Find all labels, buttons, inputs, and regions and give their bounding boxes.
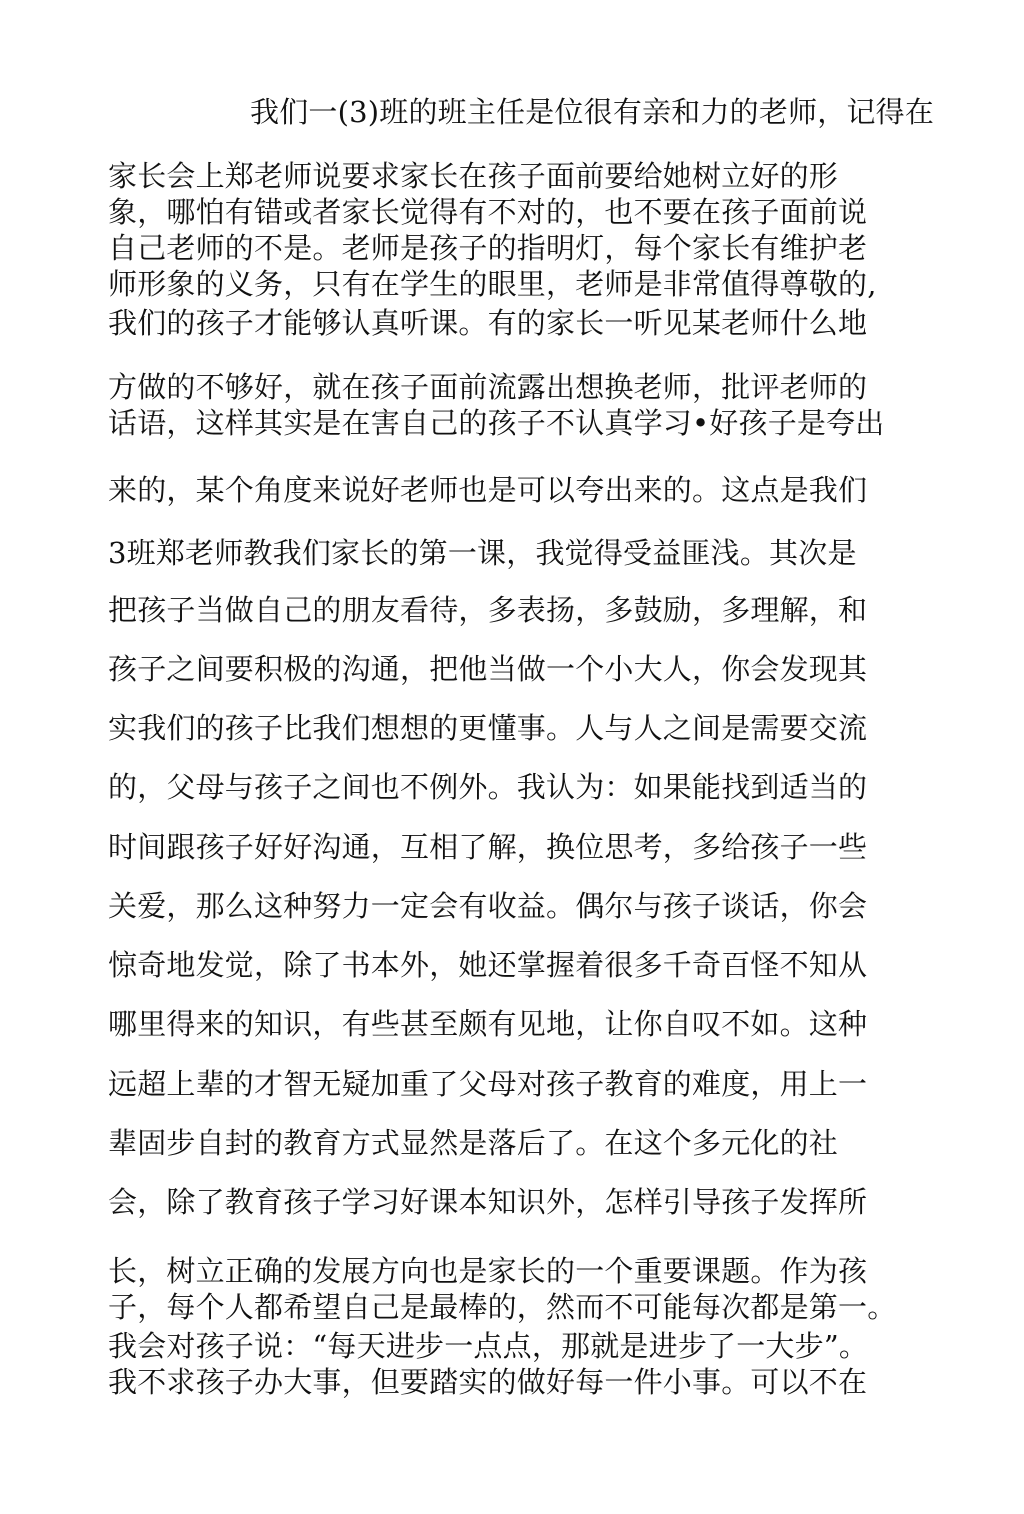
text-line: 的，父母与孩子之间也不例外。我认为：如果能找到适当的 (108, 770, 868, 804)
text-line: 我们一(3)班的班主任是位很有亲和力的老师，记得在 (250, 95, 935, 129)
text-line: 师形象的义务，只有在学生的眼里，老师是非常值得尊敬的, (108, 267, 877, 301)
text-line: 象，哪怕有错或者家长觉得有不对的，也不要在孩子面前说 (108, 195, 868, 229)
text-line: 我们的孩子才能够认真听课。有的家长一听见某老师什么地 (108, 306, 868, 340)
text-line: 远超上辈的才智无疑加重了父母对孩子教育的难度，用上一 (108, 1067, 868, 1101)
text-line: 方做的不够好，就在孩子面前流露出想换老师，批评老师的 (108, 370, 868, 404)
text-line: 时间跟孩子好好沟通，互相了解，换位思考，多给孩子一些 (108, 830, 868, 864)
text-line: 家长会上郑老师说要求家长在孩子面前要给她树立好的形 (108, 159, 839, 193)
text-line: 子，每个人都希望自己是最棒的，然而不可能每次都是第一。 (108, 1290, 897, 1324)
text-line: 关爱，那么这种努力一定会有收益。偶尔与孩子谈话，你会 (108, 889, 868, 923)
text-line: 话语，这样其实是在害自己的孩子不认真学习•好孩子是夸出 (108, 406, 885, 440)
text-line: 我会对孩子说：“每天进步一点点，那就是进步了一大步”。 (108, 1329, 869, 1363)
text-line: 会，除了教育孩子学习好课本知识外，怎样引导孩子发挥所 (108, 1185, 868, 1219)
text-line: 我不求孩子办大事，但要踏实的做好每一件小事。可以不在 (108, 1365, 868, 1399)
text-line: 来的，某个角度来说好老师也是可以夸出来的。这点是我们 (108, 473, 868, 507)
text-line: 实我们的孩子比我们想想的更懂事。人与人之间是需要交流 (108, 711, 868, 745)
text-line: 3班郑老师教我们家长的第一课，我觉得受益匪浅。其次是 (108, 536, 857, 570)
text-line: 把孩子当做自己的朋友看待，多表扬，多鼓励，多理解，和 (108, 593, 868, 627)
text-line: 惊奇地发觉，除了书本外，她还掌握着很多千奇百怪不知从 (108, 948, 868, 982)
text-line: 哪里得来的知识，有些甚至颇有见地，让你自叹不如。这种 (108, 1007, 868, 1041)
text-line: 长，树立正确的发展方向也是家长的一个重要课题。作为孩 (108, 1254, 868, 1288)
text-line: 自己老师的不是。老师是孩子的指明灯，每个家长有维护老 (108, 231, 868, 265)
text-line: 孩子之间要积极的沟通，把他当做一个小大人，你会发现其 (108, 652, 868, 686)
text-line: 辈固步自封的教育方式显然是落后了。在这个多元化的社 (108, 1126, 839, 1160)
